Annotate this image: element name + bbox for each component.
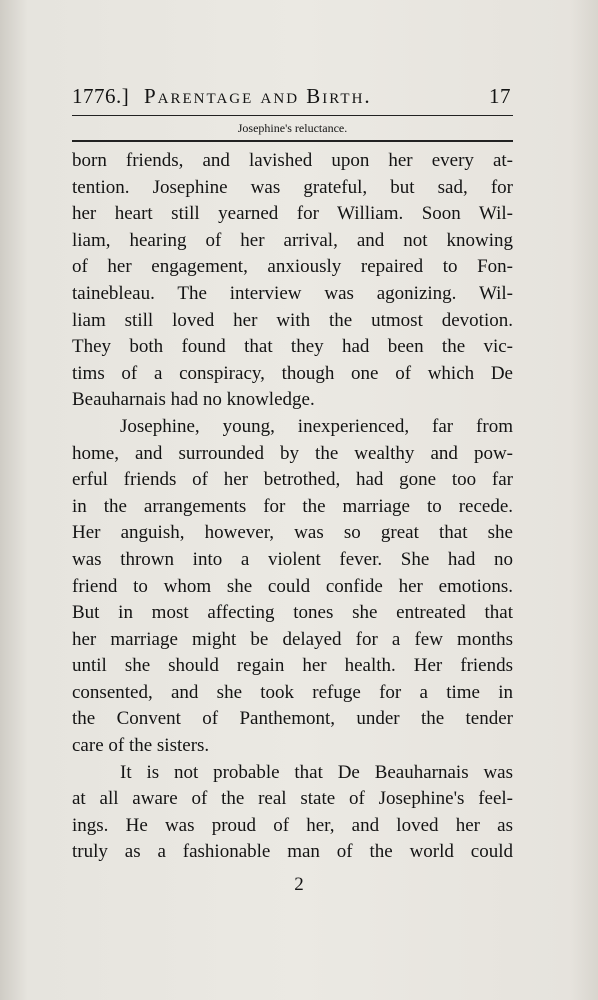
text-line: But in most affecting tones she entreated that (72, 602, 513, 624)
text-line: ings. He was proud of her, and loved her as (72, 814, 513, 836)
text-line: truly as a fashionable man of the world could (72, 841, 513, 863)
text-line: tention. Josephine was grateful, but sad, for (72, 176, 513, 198)
text-line: was thrown into a violent fever. She had no (72, 548, 513, 570)
subheading-rule (72, 140, 513, 142)
text-line: Her anguish, however, was so great that she (72, 522, 513, 544)
signature-mark: 2 (294, 874, 304, 895)
header-rule (72, 115, 513, 116)
body-text (72, 148, 513, 866)
header-title: Parentage and Birth. (144, 84, 372, 108)
text-line: Josephine, young, inexperienced, far from (120, 415, 513, 437)
text-line: erful friends of her betrothed, had gone too far (72, 469, 513, 491)
text-line: It is not probable that De Beauharnais was (120, 761, 513, 783)
text-line: born friends, and lavished upon her every at- (72, 150, 513, 171)
text-line: at all aware of the real state of Josephine's feel- (72, 788, 513, 810)
text-line: in the arrangements for the marriage to recede. (72, 495, 513, 517)
header-year: 1776.] (72, 84, 130, 108)
page-number: 17 (489, 84, 511, 108)
subheading: Josephine's reluctance. (237, 121, 348, 135)
text-line: her marriage might be delayed for a few months (72, 628, 513, 650)
text-line: friend to whom she could confide her emotions. (72, 575, 513, 597)
text-line: liam, hearing of her arrival, and not knowing (72, 229, 513, 251)
text-line: liam still loved her with the utmost devotion. (72, 309, 513, 331)
text-line: until she should regain her health. Her friends (72, 655, 513, 677)
text-line: home, and surrounded by the wealthy and pow- (72, 442, 513, 464)
text-line: her heart still yearned for William. Soon Wil- (72, 203, 513, 225)
text-line: tainebleau. The interview was agonizing. Wil- (72, 282, 513, 304)
text-line: care of the sisters. (72, 735, 210, 757)
text-line: Beauharnais had no knowledge. (72, 389, 315, 411)
text-line: consented, and she took refuge for a time in (72, 681, 513, 703)
running-header (72, 82, 513, 112)
text-line: tims of a conspiracy, though one of which De (72, 362, 513, 384)
text-line: They both found that they had been the vic- (72, 336, 513, 358)
text-line: of her engagement, anxiously repaired to Fon- (72, 256, 513, 278)
text-line: the Convent of Panthemont, under the tender (72, 708, 513, 730)
